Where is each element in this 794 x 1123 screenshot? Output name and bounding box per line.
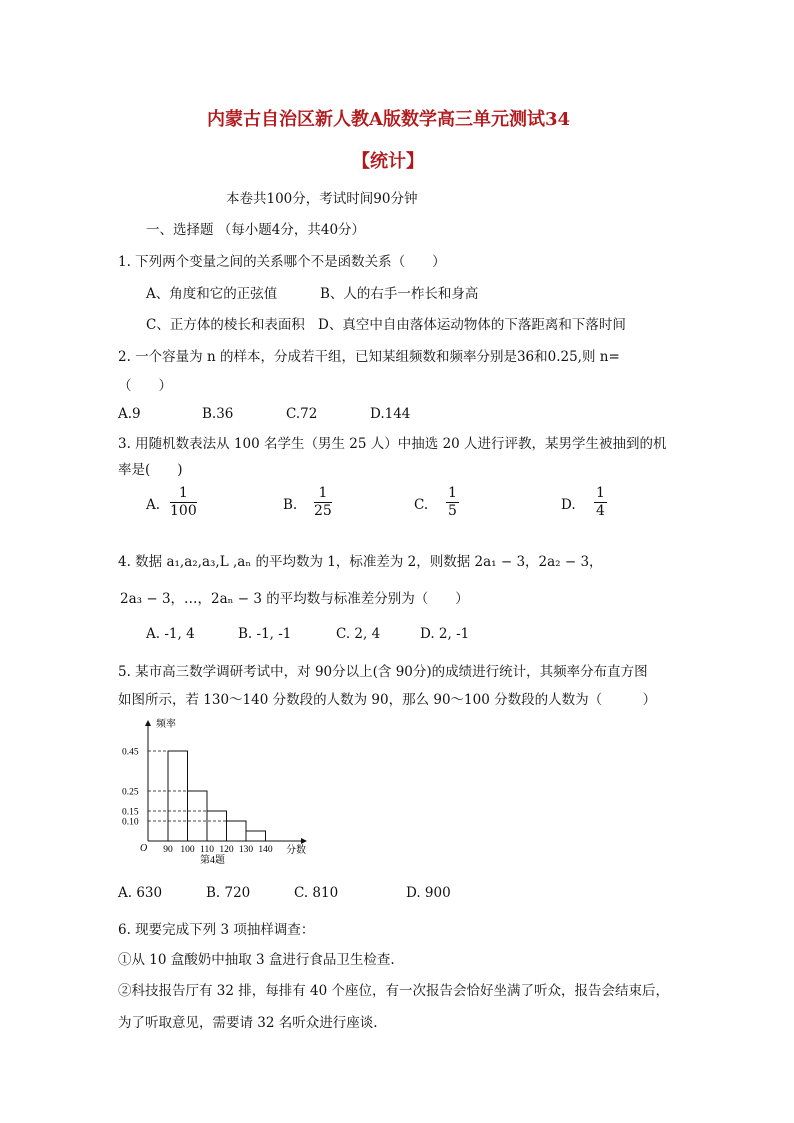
y-tick-label: 0.25	[122, 787, 139, 798]
q4-option-b: B. -1, -1	[238, 626, 292, 642]
q1-option-c: C、正方体的棱长和表面积	[146, 317, 305, 333]
q4-option-c: C. 2, 4	[336, 626, 381, 642]
q6-item-2-line2: 为了听取意见，需要请 32 名听众进行座谈.	[118, 1015, 378, 1031]
page-title: 内蒙古自治区新人教A版数学高三单元测试34	[207, 109, 571, 130]
q2-option-d: D.144	[370, 406, 411, 422]
q5-stem-line2: 如图所示，若 130～140 分数段的人数为 90，那么 90～100 分数段的人数为（ ）	[118, 692, 657, 708]
q4-stem-line1: 4. 数据 a₁,a₂,a₃,L ,aₙ 的平均数为 1，标准差为 2，则数据 2a₁ − 3，2a₂ − 3，	[118, 554, 603, 570]
histogram-bar	[227, 821, 247, 841]
fraction-numerator: 1	[448, 485, 457, 501]
q3-option-b-label: B.	[283, 497, 298, 513]
histogram-bar	[246, 831, 266, 841]
x-tick-label: 130	[238, 845, 254, 855]
q2-option-b: B.36	[202, 406, 234, 422]
q5-option-a: A. 630	[118, 885, 163, 901]
q5-option-c: C. 810	[294, 885, 339, 901]
q3-stem-line1: 3. 用随机数表法从 100 名学生（男生 25 人）中抽选 20 人进行评教，某男学生被抽到的机	[118, 436, 667, 452]
x-tick-label: 120	[219, 845, 234, 855]
q4-option-a: A. -1, 4	[146, 626, 195, 642]
x-tick-label: 100	[180, 845, 195, 855]
fraction-numerator: 1	[170, 485, 197, 503]
section-heading: 一、选择题 （每小题4分，共40分）	[146, 222, 366, 238]
fraction-denominator: 100	[170, 503, 197, 519]
q6-item-1: ①从 10 盒酸奶中抽取 3 盒进行食品卫生检查.	[118, 952, 395, 968]
q4-stem-line2: 2a₃ − 3，…，2aₙ − 3 的平均数与标准差分别为（ ）	[120, 591, 469, 607]
histogram-bar	[168, 751, 188, 841]
histogram-bar	[207, 811, 227, 841]
fraction-numerator: 1	[596, 485, 605, 501]
q3-option-a-label: A.	[146, 497, 161, 513]
q3-option-c-fraction	[446, 485, 459, 520]
q6-stem: 6. 现要完成下列 3 项抽样调查：	[118, 922, 315, 938]
q2-stem: 2. 一个容量为 n 的样本，分成若干组，已知某组频数和频率分别是36和0.25,则 n=	[118, 349, 620, 365]
q2-option-c: C.72	[286, 406, 318, 422]
histogram-bar	[188, 791, 208, 841]
q5-option-b: B. 720	[206, 885, 251, 901]
q2-option-a: A.9	[118, 406, 141, 422]
y-tick-label: 0.10	[122, 817, 139, 828]
q3-option-d-fraction	[594, 485, 607, 520]
q3-option-c-label: C.	[414, 497, 429, 513]
fraction-denominator: 5	[448, 503, 457, 519]
q3-option-b-fraction	[314, 485, 332, 520]
q3-option-a-fraction	[170, 485, 197, 520]
exam-info: 本卷共100分，考试时间90分钟	[226, 191, 418, 207]
q5-stem-line1: 5. 某市高三数学调研考试中，对 90分以上(含 90分)的成绩进行统计，其频率分布直方图	[118, 664, 648, 680]
q6-item-2-line1: ②科技报告厅有 32 排，每排有 40 个座位，有一次报告会恰好坐满了听众，报告会结束后，	[118, 983, 670, 999]
q1-option-b: B、人的右手一柞长和身高	[320, 286, 479, 302]
x-tick-label: 110	[200, 845, 214, 855]
origin-label: O	[140, 843, 148, 854]
figure-caption: 第4题	[200, 855, 225, 865]
q4-option-d: D. 2, -1	[420, 626, 470, 642]
q2-paren: （ ）	[118, 378, 172, 394]
fraction-denominator: 4	[596, 503, 605, 519]
y-axis-label: 频率	[156, 719, 176, 730]
y-tick-label: 0.45	[122, 747, 139, 758]
q1-option-a: A、角度和它的正弦值	[146, 286, 278, 302]
q1-stem: 1. 下列两个变量之间的关系哪个不是函数关系（ ）	[118, 254, 446, 270]
x-axis-label: 分数	[286, 845, 306, 856]
page-subtitle: 【统计】	[352, 151, 424, 172]
q3-option-d-label: D.	[561, 497, 576, 513]
fraction-numerator: 1	[314, 485, 332, 503]
q5-option-d: D. 900	[406, 885, 451, 901]
q1-option-d: D、真空中自由落体运动物体的下落距离和下落时间	[318, 317, 626, 333]
frequency-histogram	[120, 715, 320, 865]
x-tick-label: 140	[258, 845, 273, 855]
fraction-denominator: 25	[314, 503, 332, 519]
y-tick-label: 0.15	[122, 807, 139, 818]
x-tick-label: 90	[163, 845, 173, 855]
q3-stem-line2: 率是( )	[118, 462, 183, 478]
